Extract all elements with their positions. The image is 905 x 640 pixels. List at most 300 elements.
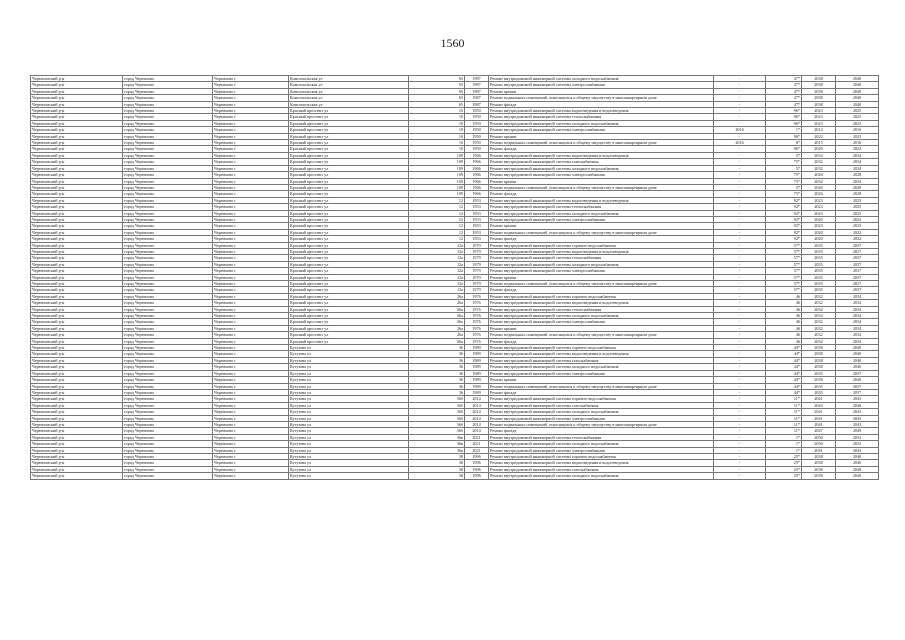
end-year-cell: 2034 — [836, 165, 879, 171]
completed-cell: - — [714, 460, 766, 466]
work-type-cell: Ремонт внутридомовой инженерной системы электроснабжения — [489, 447, 714, 453]
settlement-cell: город Черемхово — [123, 120, 213, 126]
end-year-cell: 2040 — [836, 95, 879, 101]
city-cell: Черемхово г — [213, 197, 289, 203]
wear-cell: 96* — [766, 114, 802, 120]
start-year-cell: 2026 — [802, 172, 836, 178]
start-year-cell: 2038 — [802, 357, 836, 363]
end-year-cell: 2034 — [836, 306, 879, 312]
city-cell: Черемхово г — [213, 184, 289, 190]
city-cell: Черемхово г — [213, 146, 289, 152]
completed-cell: - — [714, 287, 766, 293]
completed-cell: - — [714, 101, 766, 107]
completed-cell: - — [714, 229, 766, 235]
work-type-cell: Ремонт внутридомовой инженерной системы теплоснабжения — [489, 114, 714, 120]
start-year-cell: 2035 — [802, 287, 836, 293]
end-year-cell: 2037 — [836, 281, 879, 287]
district-cell: Черемховский р-н — [31, 421, 123, 427]
start-year-cell: 2032 — [802, 313, 836, 319]
district-cell: Черемховский р-н — [31, 389, 123, 395]
wear-cell: 25* — [766, 453, 802, 459]
start-year-cell: 2032 — [802, 332, 836, 338]
start-year-cell: 2038 — [802, 377, 836, 383]
completed-cell: - — [714, 108, 766, 114]
start-year-cell: 2041 — [802, 447, 836, 453]
end-year-cell: 2037 — [836, 389, 879, 395]
house-cell: 36в — [409, 434, 465, 440]
wear-cell: 96* — [766, 120, 802, 126]
year-cell: 1953 — [465, 223, 489, 229]
settlement-cell: город Черемхово — [123, 332, 213, 338]
house-cell: 12а — [409, 281, 465, 287]
settlement-cell: город Черемхово — [123, 325, 213, 331]
district-cell: Черемховский р-н — [31, 274, 123, 280]
street-cell: Красный проспект ул — [289, 293, 409, 299]
start-year-cell: 2020 — [802, 216, 836, 222]
wear-cell: 75* — [766, 159, 802, 165]
house-cell: 12 — [409, 216, 465, 222]
year-cell: 1979 — [465, 274, 489, 280]
wear-cell: 46 — [766, 306, 802, 312]
city-cell: Черемхово г — [213, 402, 289, 408]
house-cell: 26а — [409, 306, 465, 312]
city-cell: Черемхово г — [213, 274, 289, 280]
start-year-cell: 2038 — [802, 95, 836, 101]
house-cell: 38 — [409, 466, 465, 472]
street-cell: Кутузова ул — [289, 383, 409, 389]
district-cell: Черемховский р-н — [31, 172, 123, 178]
year-cell: 1953 — [465, 204, 489, 210]
city-cell: Черемхово г — [213, 242, 289, 248]
completed-cell: - — [714, 152, 766, 158]
city-cell: Черемхово г — [213, 306, 289, 312]
start-year-cell: 2038 — [802, 453, 836, 459]
year-cell: 1987 — [465, 76, 489, 82]
street-cell: Кутузова ул — [289, 421, 409, 427]
year-cell: 2021 — [465, 447, 489, 453]
start-year-cell: 2014 — [802, 127, 836, 133]
house-cell: 12а — [409, 287, 465, 293]
work-type-cell: Ремонт внутридомовой инженерной системы горячего водоснабжения — [489, 396, 714, 402]
end-year-cell: 2037 — [836, 370, 879, 376]
settlement-cell: город Черемхово — [123, 345, 213, 351]
work-type-cell: Ремонт фасада — [489, 389, 714, 395]
end-year-cell: 2037 — [836, 261, 879, 267]
city-cell: Черемхово г — [213, 453, 289, 459]
district-cell: Черемховский р-н — [31, 127, 123, 133]
wear-cell: 75* — [766, 178, 802, 184]
completed-cell: - — [714, 421, 766, 427]
start-year-cell: 2041 — [802, 409, 836, 415]
completed-cell: - — [714, 473, 766, 479]
completed-cell: - — [714, 268, 766, 274]
street-cell: Красный проспект ул — [289, 274, 409, 280]
end-year-cell: 2016 — [836, 140, 879, 146]
district-cell: Черемховский р-н — [31, 460, 123, 466]
district-cell: Черемховский р-н — [31, 146, 123, 152]
house-cell: 26а — [409, 319, 465, 325]
district-cell: Черемховский р-н — [31, 319, 123, 325]
settlement-cell: город Черемхово — [123, 216, 213, 222]
house-cell: 65 — [409, 95, 465, 101]
wear-cell: 1* — [766, 127, 802, 133]
district-cell: Черемховский р-н — [31, 415, 123, 421]
settlement-cell: город Черемхово — [123, 197, 213, 203]
settlement-cell: город Черемхово — [123, 268, 213, 274]
street-cell: Комсомольская ул — [289, 88, 409, 94]
start-year-cell: 2035 — [802, 242, 836, 248]
year-cell: 1953 — [465, 210, 489, 216]
start-year-cell: 2041 — [802, 396, 836, 402]
completed-cell: - — [714, 402, 766, 408]
house-cell: 12а — [409, 242, 465, 248]
district-cell: Черемховский р-н — [31, 101, 123, 107]
wear-cell: 57* — [766, 242, 802, 248]
street-cell: Красный проспект ул — [289, 127, 409, 133]
work-type-cell: Ремонт подвальных помещений, относящихся к общему имуществу в многоквартирном доме — [489, 332, 714, 338]
house-cell: 36б — [409, 421, 465, 427]
district-cell: Черемховский р-н — [31, 293, 123, 299]
end-year-cell: 2025 — [836, 223, 879, 229]
year-cell: 1987 — [465, 82, 489, 88]
year-cell: 1976 — [465, 319, 489, 325]
completed-cell: - — [714, 159, 766, 165]
end-year-cell: 2040 — [836, 473, 879, 479]
settlement-cell: город Черемхово — [123, 453, 213, 459]
start-year-cell: 2041 — [802, 421, 836, 427]
house-cell: 10 — [409, 127, 465, 133]
city-cell: Черемхово г — [213, 377, 289, 383]
district-cell: Черемховский р-н — [31, 287, 123, 293]
street-cell: Красный проспект ул — [289, 281, 409, 287]
start-year-cell: 2023 — [802, 114, 836, 120]
settlement-cell: город Черемхово — [123, 402, 213, 408]
city-cell: Черемхово г — [213, 114, 289, 120]
work-type-cell: Ремонт фасада — [489, 236, 714, 242]
street-cell: Красный проспект ул — [289, 108, 409, 114]
end-year-cell: 2052 — [836, 441, 879, 447]
year-cell: 1979 — [465, 268, 489, 274]
work-type-cell: Ремонт внутридомовой инженерной системы водоотведения и водоотведения — [489, 300, 714, 306]
work-type-cell: Ремонт внутридомовой инженерной системы водоотведения и водоотведения — [489, 197, 714, 203]
street-cell: Комсомольская ул — [289, 82, 409, 88]
completed-cell: - — [714, 281, 766, 287]
completed-cell: - — [714, 332, 766, 338]
work-type-cell: Ремонт крыши — [489, 133, 714, 139]
start-year-cell: 2035 — [802, 281, 836, 287]
start-year-cell: 2038 — [802, 473, 836, 479]
district-cell: Черемховский р-н — [31, 120, 123, 126]
start-year-cell: 2044 — [802, 402, 836, 408]
city-cell: Черемхово г — [213, 313, 289, 319]
work-type-cell: Ремонт внутридомовой инженерной системы холодного водоснабжения — [489, 210, 714, 216]
year-cell: 2021 — [465, 434, 489, 440]
end-year-cell: 2043 — [836, 447, 879, 453]
completed-cell: - — [714, 255, 766, 261]
year-cell: 2014 — [465, 409, 489, 415]
year-cell: 1966 — [465, 172, 489, 178]
end-year-cell: 2040 — [836, 357, 879, 363]
city-cell: Черемхово г — [213, 152, 289, 158]
city-cell: Черемхово г — [213, 441, 289, 447]
street-cell: Красный проспект ул — [289, 184, 409, 190]
end-year-cell: 2022 — [836, 229, 879, 235]
settlement-cell: город Черемхово — [123, 338, 213, 344]
wear-cell: 92* — [766, 216, 802, 222]
wear-cell: 8* — [766, 140, 802, 146]
completed-cell: - — [714, 377, 766, 383]
district-cell: Черемховский р-н — [31, 165, 123, 171]
house-cell: 12а — [409, 261, 465, 267]
year-cell: 1987 — [465, 88, 489, 94]
completed-cell: - — [714, 184, 766, 190]
completed-cell: - — [714, 383, 766, 389]
work-type-cell: Ремонт крыши — [489, 325, 714, 331]
settlement-cell: город Черемхово — [123, 76, 213, 82]
settlement-cell: город Черемхово — [123, 210, 213, 216]
house-cell: 38 — [409, 473, 465, 479]
end-year-cell: 2040 — [836, 460, 879, 466]
street-cell: Красный проспект ул — [289, 216, 409, 222]
house-cell: 36б — [409, 402, 465, 408]
city-cell: Черемхово г — [213, 345, 289, 351]
district-cell: Черемховский р-н — [31, 428, 123, 434]
start-year-cell: 2038 — [802, 351, 836, 357]
page-number: 1560 — [440, 36, 465, 50]
completed-cell: - — [714, 248, 766, 254]
year-cell: 1953 — [465, 229, 489, 235]
wear-cell: 1* — [766, 434, 802, 440]
house-cell: 26а — [409, 313, 465, 319]
settlement-cell: город Черемхово — [123, 88, 213, 94]
end-year-cell: 2034 — [836, 152, 879, 158]
year-cell: 1989 — [465, 364, 489, 370]
settlement-cell: город Черемхово — [123, 255, 213, 261]
wear-cell: 46 — [766, 313, 802, 319]
completed-cell: - — [714, 351, 766, 357]
settlement-cell: город Черемхово — [123, 313, 213, 319]
completed-cell: - — [714, 223, 766, 229]
completed-cell: - — [714, 114, 766, 120]
house-cell: 12а — [409, 268, 465, 274]
city-cell: Черемхово г — [213, 447, 289, 453]
end-year-cell: 2023 — [836, 133, 879, 139]
street-cell: Кутузова ул — [289, 447, 409, 453]
year-cell: 1979 — [465, 242, 489, 248]
repair-schedule-table — [30, 75, 879, 480]
settlement-cell: город Черемхово — [123, 146, 213, 152]
work-type-cell: Ремонт фасада — [489, 191, 714, 197]
district-cell: Черемховский р-н — [31, 447, 123, 453]
end-year-cell: 2034 — [836, 338, 879, 344]
district-cell: Черемховский р-н — [31, 434, 123, 440]
wear-cell: 47* — [766, 82, 802, 88]
year-cell: 1976 — [465, 325, 489, 331]
settlement-cell: город Черемхово — [123, 223, 213, 229]
wear-cell: 92* — [766, 229, 802, 235]
city-cell: Черемхово г — [213, 473, 289, 479]
completed-cell: - — [714, 204, 766, 210]
settlement-cell: город Черемхово — [123, 447, 213, 453]
city-cell: Черемхово г — [213, 172, 289, 178]
street-cell: Кутузова ул — [289, 364, 409, 370]
table-row — [31, 473, 879, 479]
house-cell: 26а — [409, 293, 465, 299]
settlement-cell: город Черемхово — [123, 441, 213, 447]
street-cell: Красный проспект ул — [289, 242, 409, 248]
city-cell: Черемхово г — [213, 95, 289, 101]
district-cell: Черемховский р-н — [31, 409, 123, 415]
start-year-cell: 2035 — [802, 255, 836, 261]
city-cell: Черемхово г — [213, 370, 289, 376]
work-type-cell: Ремонт внутридомовой инженерной системы электроснабжения — [489, 268, 714, 274]
completed-cell: - — [714, 178, 766, 184]
start-year-cell: 2032 — [802, 338, 836, 344]
district-cell: Черемховский р-н — [31, 191, 123, 197]
city-cell: Черемхово г — [213, 229, 289, 235]
start-year-cell: 2035 — [802, 389, 836, 395]
settlement-cell: город Черемхово — [123, 165, 213, 171]
work-type-cell: Ремонт фасада — [489, 101, 714, 107]
end-year-cell: 2016 — [836, 127, 879, 133]
settlement-cell: город Черемхово — [123, 460, 213, 466]
wear-cell: 44* — [766, 345, 802, 351]
end-year-cell: 2043 — [836, 421, 879, 427]
wear-cell: 46 — [766, 332, 802, 338]
completed-cell: - — [714, 165, 766, 171]
city-cell: Черемхово г — [213, 261, 289, 267]
completed-cell: - — [714, 274, 766, 280]
end-year-cell: 2037 — [836, 248, 879, 254]
street-cell: Кутузова ул — [289, 460, 409, 466]
street-cell: Кутузова ул — [289, 473, 409, 479]
end-year-cell: 2037 — [836, 287, 879, 293]
street-cell: Красный проспект ул — [289, 223, 409, 229]
street-cell: Красный проспект ул — [289, 191, 409, 197]
year-cell: 1950 — [465, 146, 489, 152]
wear-cell: 25* — [766, 466, 802, 472]
settlement-cell: город Черемхово — [123, 152, 213, 158]
settlement-cell: город Черемхово — [123, 466, 213, 472]
house-cell: 36 — [409, 370, 465, 376]
city-cell: Черемхово г — [213, 127, 289, 133]
city-cell: Черемхово г — [213, 434, 289, 440]
completed-cell: - — [714, 306, 766, 312]
street-cell: Красный проспект ул — [289, 236, 409, 242]
start-year-cell: 2035 — [802, 268, 836, 274]
completed-cell: - — [714, 313, 766, 319]
street-cell: Кутузова ул — [289, 466, 409, 472]
work-type-cell: Ремонт внутридомовой инженерной системы электроснабжения — [489, 127, 714, 133]
start-year-cell: 2032 — [802, 300, 836, 306]
work-type-cell: Ремонт внутридомовой инженерной системы теплоснабжения — [489, 434, 714, 440]
end-year-cell: 2025 — [836, 108, 879, 114]
house-cell: 26а — [409, 300, 465, 306]
house-cell: 36 — [409, 377, 465, 383]
year-cell: 1996 — [465, 473, 489, 479]
settlement-cell: город Черемхово — [123, 293, 213, 299]
city-cell: Черемхово г — [213, 415, 289, 421]
house-cell: 109 — [409, 178, 465, 184]
work-type-cell: Ремонт подвальных помещений, относящихся к общему имуществу в многоквартирном доме — [489, 383, 714, 389]
start-year-cell: 2020 — [802, 146, 836, 152]
settlement-cell: город Черемхово — [123, 319, 213, 325]
house-cell: 36в — [409, 447, 465, 453]
district-cell: Черемховский р-н — [31, 306, 123, 312]
city-cell: Черемхово г — [213, 178, 289, 184]
district-cell: Черемховский р-н — [31, 377, 123, 383]
wear-cell: 92* — [766, 204, 802, 210]
city-cell: Черемхово г — [213, 332, 289, 338]
work-type-cell: Ремонт внутридомовой инженерной системы горячего водоснабжения — [489, 345, 714, 351]
street-cell: Кутузова ул — [289, 345, 409, 351]
house-cell: 12 — [409, 210, 465, 216]
street-cell: Красный проспект ул — [289, 172, 409, 178]
district-cell: Черемховский р-н — [31, 268, 123, 274]
street-cell: Красный проспект ул — [289, 332, 409, 338]
completed-cell: - — [714, 95, 766, 101]
start-year-cell: 2035 — [802, 383, 836, 389]
year-cell: 1996 — [465, 466, 489, 472]
work-type-cell: Ремонт внутридомовой инженерной системы холодного водоснабжения — [489, 261, 714, 267]
district-cell: Черемховский р-н — [31, 95, 123, 101]
settlement-cell: город Черемхово — [123, 287, 213, 293]
city-cell: Черемхово г — [213, 165, 289, 171]
completed-cell: - — [714, 447, 766, 453]
settlement-cell: город Черемхово — [123, 114, 213, 120]
street-cell: Красный проспект ул — [289, 325, 409, 331]
district-cell: Черемховский р-н — [31, 325, 123, 331]
start-year-cell: 2038 — [802, 466, 836, 472]
city-cell: Черемхово г — [213, 428, 289, 434]
end-year-cell: 2034 — [836, 332, 879, 338]
street-cell: Кутузова ул — [289, 402, 409, 408]
district-cell: Черемховский р-н — [31, 82, 123, 88]
wear-cell: 57 — [766, 152, 802, 158]
end-year-cell: 2040 — [836, 76, 879, 82]
district-cell: Черемховский р-н — [31, 236, 123, 242]
year-cell: 1989 — [465, 351, 489, 357]
city-cell: Черемхово г — [213, 357, 289, 363]
start-year-cell: 2035 — [802, 261, 836, 267]
year-cell: 1953 — [465, 216, 489, 222]
street-cell: Кутузова ул — [289, 428, 409, 434]
end-year-cell: 2022 — [836, 236, 879, 242]
end-year-cell: 2040 — [836, 101, 879, 107]
settlement-cell: город Черемхово — [123, 184, 213, 190]
year-cell: 1953 — [465, 197, 489, 203]
work-type-cell: Ремонт крыши — [489, 274, 714, 280]
year-cell: 1950 — [465, 127, 489, 133]
city-cell: Черемхово г — [213, 319, 289, 325]
district-cell: Черемховский р-н — [31, 313, 123, 319]
work-type-cell: Ремонт подвальных помещений, относящихся к общему имуществу в многоквартирном доме — [489, 421, 714, 427]
city-cell: Черемхово г — [213, 421, 289, 427]
district-cell: Черемховский р-н — [31, 338, 123, 344]
settlement-cell: город Черемхово — [123, 351, 213, 357]
district-cell: Черемховский р-н — [31, 184, 123, 190]
start-year-cell: 2022 — [802, 133, 836, 139]
city-cell: Черемхово г — [213, 204, 289, 210]
house-cell: 36 — [409, 357, 465, 363]
settlement-cell: город Черемхово — [123, 300, 213, 306]
end-year-cell: 2034 — [836, 293, 879, 299]
end-year-cell: 2034 — [836, 325, 879, 331]
street-cell: Комсомольская ул — [289, 76, 409, 82]
completed-cell: - — [714, 216, 766, 222]
work-type-cell: Ремонт подвальных помещений, относящихся к общему имуществу в многоквартирном доме — [489, 184, 714, 190]
city-cell: Черемхово г — [213, 133, 289, 139]
